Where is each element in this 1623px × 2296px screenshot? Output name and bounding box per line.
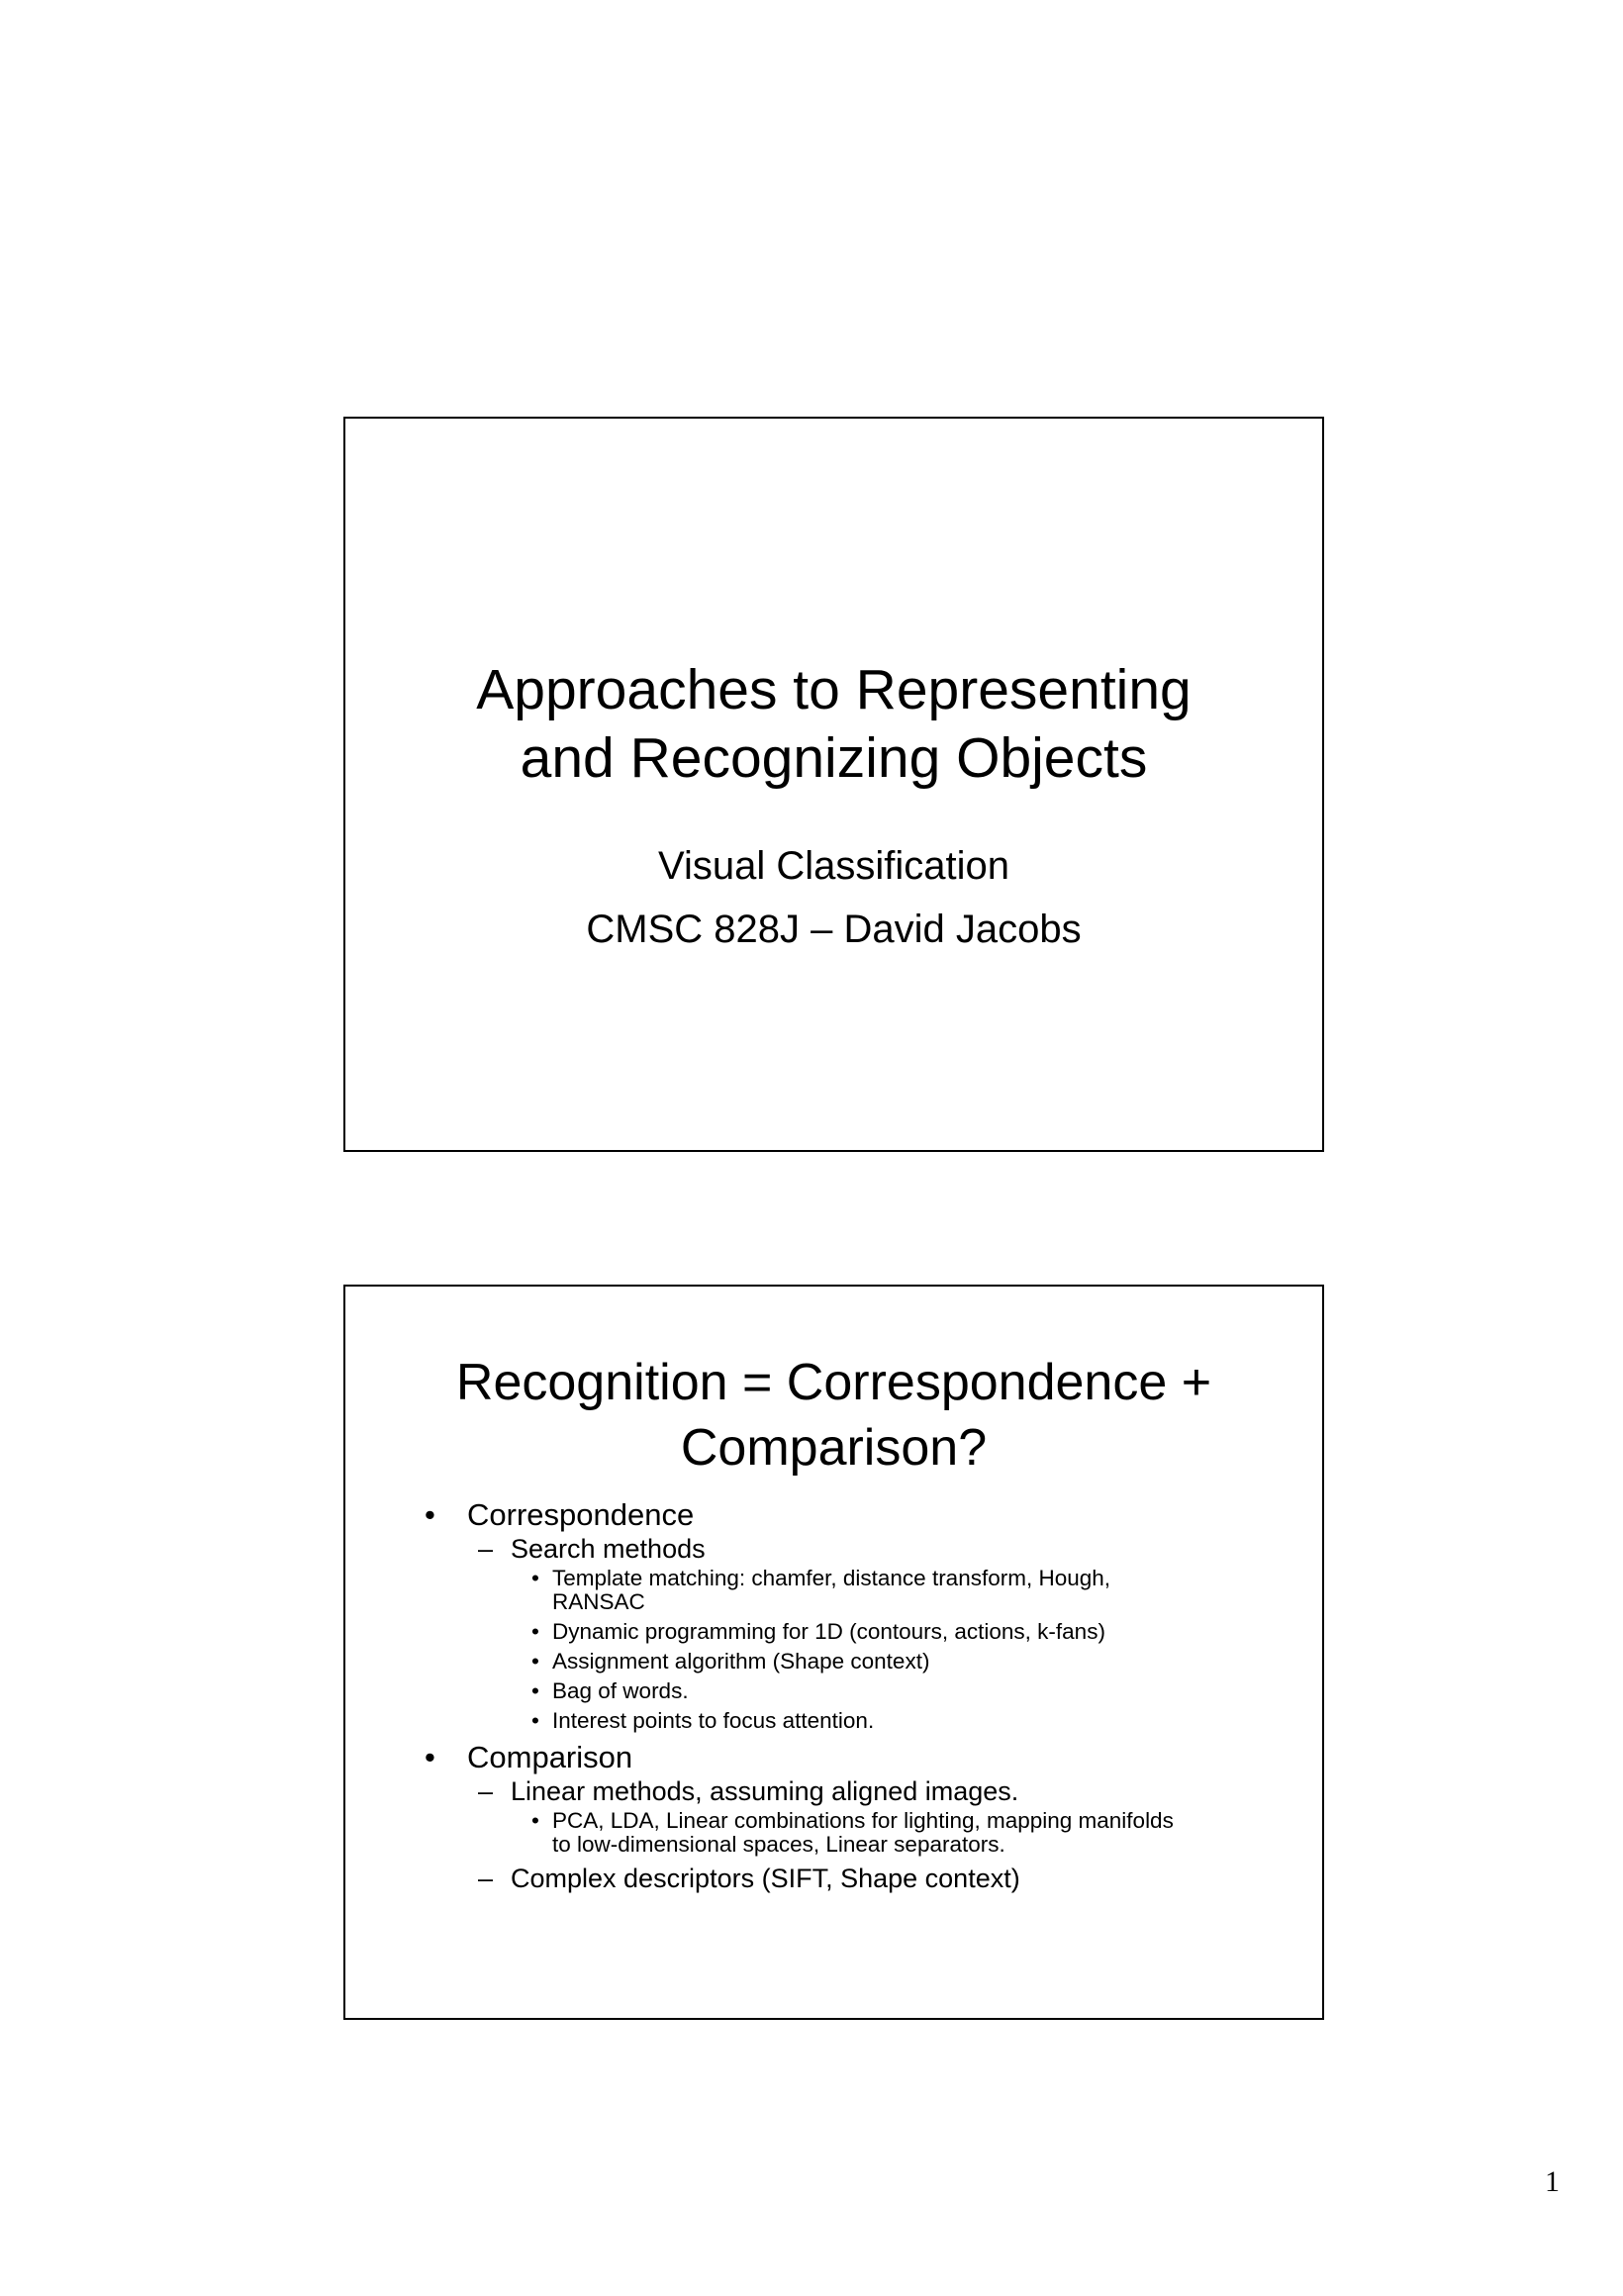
list-item-line-1: PCA, LDA, Linear combinations for lighting, mapping manifolds bbox=[552, 1808, 1174, 1833]
bullet-label: Correspondence bbox=[467, 1497, 695, 1532]
sub-bullet-label: Linear methods, assuming aligned images. bbox=[511, 1776, 1019, 1806]
bullet-marker: • bbox=[531, 1678, 539, 1703]
list-item bbox=[425, 1709, 1276, 1733]
bullet-marker: • bbox=[531, 1808, 539, 1833]
slide-1-subtitle-line-2: CMSC 828J – David Jacobs bbox=[586, 908, 1082, 951]
sub-bullet-complex-descriptors bbox=[425, 1863, 1276, 1894]
bullet-marker: • bbox=[531, 1649, 539, 1674]
page-number: 1 bbox=[1545, 2165, 1560, 2198]
list-item-line-1: Interest points to focus attention. bbox=[552, 1708, 875, 1733]
bullet-marker: • bbox=[531, 1566, 539, 1590]
bullet-marker: • bbox=[425, 1497, 435, 1532]
bullet-correspondence bbox=[425, 1496, 1276, 1533]
dash-marker: – bbox=[478, 1776, 494, 1806]
bullet-label: Comparison bbox=[467, 1740, 633, 1774]
bullet-marker: • bbox=[531, 1708, 539, 1733]
bullet-marker: • bbox=[425, 1740, 435, 1774]
list-item bbox=[425, 1620, 1276, 1644]
list-item-line-2: to low-dimensional spaces, Linear separators. bbox=[552, 1832, 1005, 1857]
sub-bullet-linear-methods bbox=[425, 1775, 1276, 1807]
bullet-marker: • bbox=[531, 1619, 539, 1644]
list-item-line-2: RANSAC bbox=[552, 1589, 645, 1614]
slide-1-subtitle bbox=[345, 834, 1322, 961]
slide-1-title bbox=[345, 656, 1322, 793]
list-item-line-1: Assignment algorithm (Shape context) bbox=[552, 1649, 930, 1674]
sub-bullet-search-methods bbox=[425, 1533, 1276, 1565]
dash-marker: – bbox=[478, 1864, 494, 1893]
bullet-comparison bbox=[425, 1739, 1276, 1775]
slide-1-title-line-2: and Recognizing Objects bbox=[520, 726, 1148, 790]
list-item bbox=[425, 1567, 1276, 1614]
sub-bullet-label: Search methods bbox=[511, 1534, 706, 1564]
slide-2 bbox=[343, 1285, 1324, 2020]
sub-bullet-label: Complex descriptors (SIFT, Shape context) bbox=[511, 1864, 1020, 1893]
list-item bbox=[425, 1679, 1276, 1703]
slide-2-title-line-1: Recognition = Correspondence + bbox=[455, 1354, 1212, 1411]
list-item bbox=[425, 1650, 1276, 1674]
list-item-line-1: Bag of words. bbox=[552, 1678, 689, 1703]
dash-marker: – bbox=[478, 1534, 494, 1564]
list-item-line-1: Dynamic programming for 1D (contours, actions, k-fans) bbox=[552, 1619, 1105, 1644]
list-item-line-1: Template matching: chamfer, distance transform, Hough, bbox=[552, 1566, 1111, 1590]
slide-1-subtitle-line-1: Visual Classification bbox=[658, 844, 1009, 888]
slide-2-bullet-list bbox=[425, 1496, 1276, 1894]
slide-1 bbox=[343, 417, 1324, 1152]
list-item bbox=[425, 1809, 1276, 1857]
slide-1-title-line-1: Approaches to Representing bbox=[476, 658, 1192, 721]
slide-2-title-line-2: Comparison? bbox=[680, 1419, 988, 1477]
slide-2-title bbox=[345, 1350, 1322, 1481]
